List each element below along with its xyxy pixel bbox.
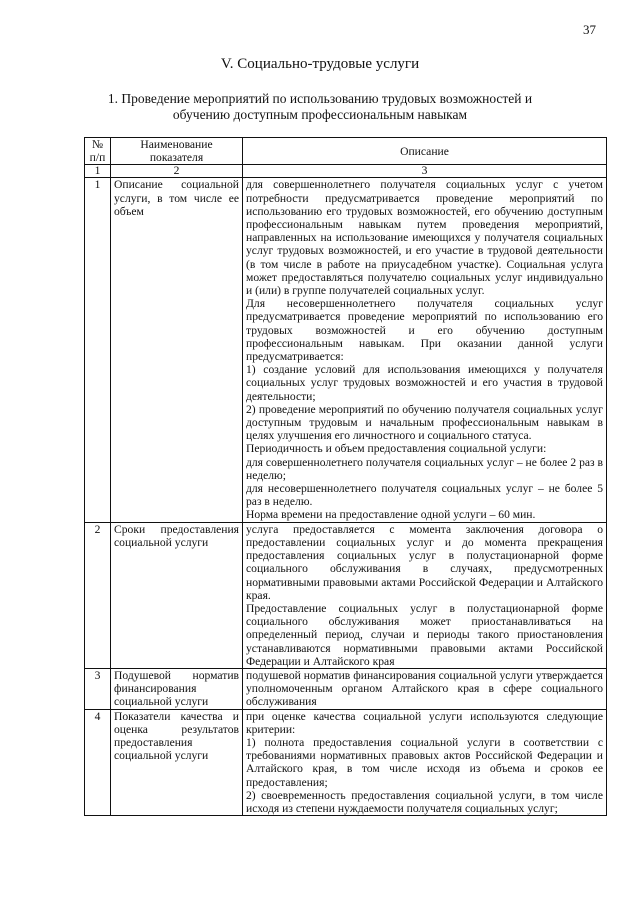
section-title: V. Социально-трудовые услуги <box>220 56 420 72</box>
row-number: 3 <box>85 668 111 709</box>
description-paragraph: для совершеннолетнего получателя социальных услуг – не более 2 раз в неделю; <box>246 455 603 482</box>
row-number: 4 <box>85 709 111 816</box>
indicator-description <box>243 522 607 668</box>
table-row <box>85 709 607 816</box>
column-number: 2 <box>111 165 243 178</box>
table-row <box>85 522 607 668</box>
indicator-description <box>243 178 607 522</box>
header-indicator-name: Наименование показателя <box>111 138 243 165</box>
column-number: 1 <box>85 165 111 178</box>
page-number: 37 <box>583 22 596 37</box>
description-paragraph: 1) создание условий для использования имеющихся у получателя социальных услуг трудовых возможностей и его участия в трудовой деятельности; <box>246 363 603 403</box>
indicator-name: Сроки предоставления социальной услуги <box>111 522 243 668</box>
description-paragraph: 1) полнота предоставления социальной услуги в соответствии с требованиями нормативных правовых актов Российской Федерации и Алтайского края, в том числе исходя из объема и сроков ее предоставления; <box>246 735 603 789</box>
column-number: 3 <box>243 165 607 178</box>
description-paragraph: для совершеннолетнего получателя социальных услуг с учетом потребности предусматривается проведение мероприятий по использованию его трудовых возможностей, его обучению доступным профессиональным навыкам путем проведения мероприятий, направленных на использование имеющихся у получателя социальных услуг трудовых возможностей, и его участие в трудовой деятельности (в том числе в работе на приусадебном участке). Социальная услуга может предоставляться получателю социальных услуг индивидуально и (или) в группе получателей социальных услуг. <box>246 178 603 298</box>
table-row <box>85 178 607 522</box>
description-paragraph: 2) своевременность предоставления социальной услуги, в том числе исходя из степени нуждаемости получателя социальных услуг; <box>246 788 603 815</box>
description-paragraph: услуга предоставляется с момента заключения договора о предоставлении социальных услуг и до момента прекращения предоставления социальных услуг в полустационарной форме социального обслуживания в случаях, предусмотренных нормативными правовыми актами Российской Федерации и Алтайского края. <box>246 522 603 602</box>
header-description: Описание <box>243 138 607 165</box>
indicator-name: Подушевой норматив финансирования социальной услуги <box>111 668 243 709</box>
row-number: 1 <box>85 178 111 522</box>
description-paragraph: при оценке качества социальной услуги используются следующие критерии: <box>246 709 603 736</box>
indicator-description <box>243 709 607 816</box>
indicator-name: Показатели качества и оценка результатов предоставления социальной услуги <box>111 709 243 816</box>
description-paragraph: Предоставление социальных услуг в полустационарной форме социального обслуживания может приостанавливаться на определенный период, случаи и периоды такого приостановления устанавливаются нормативными правовыми актами Российской Федерации и Алтайского края <box>246 601 603 668</box>
subtitle: 1. Проведение мероприятий по использованию трудовых возможностей и обучению доступным профессиональным навыкам <box>107 91 533 122</box>
description-paragraph: подушевой норматив финансирования социальной услуги утверждается уполномоченным органом Алтайского края в сфере социального обслуживания <box>246 668 603 709</box>
description-paragraph: Норма времени на предоставление одной услуги – 60 мин. <box>246 508 536 522</box>
description-paragraph: Периодичность и объем предоставления социальной услуги: <box>246 442 547 456</box>
indicator-description <box>243 668 607 709</box>
description-paragraph: для несовершеннолетнего получателя социальных услуг – не более 5 раз в неделю. <box>246 482 603 509</box>
table-column-numbers-row <box>85 165 607 178</box>
description-paragraph: 2) проведение мероприятий по обучению получателя социальных услуг доступным трудовым и начальным профессиональным навыкам в целях улучшения его личностного и социального статуса. <box>246 402 603 443</box>
row-number: 2 <box>85 522 111 668</box>
indicator-name: Описание социальной услуги, в том числе ее объем <box>111 178 243 522</box>
table-header-row <box>85 138 607 165</box>
header-number: № п/п <box>85 138 111 165</box>
services-table <box>84 137 607 816</box>
description-paragraph: Для несовершеннолетнего получателя социальных услуг предусматривается проведение мероприятий по использованию его трудовых возможностей и его обучению доступным профессиональным навыкам. При оказании данной услуги предусматривается: <box>246 297 603 364</box>
table-row <box>85 668 607 709</box>
